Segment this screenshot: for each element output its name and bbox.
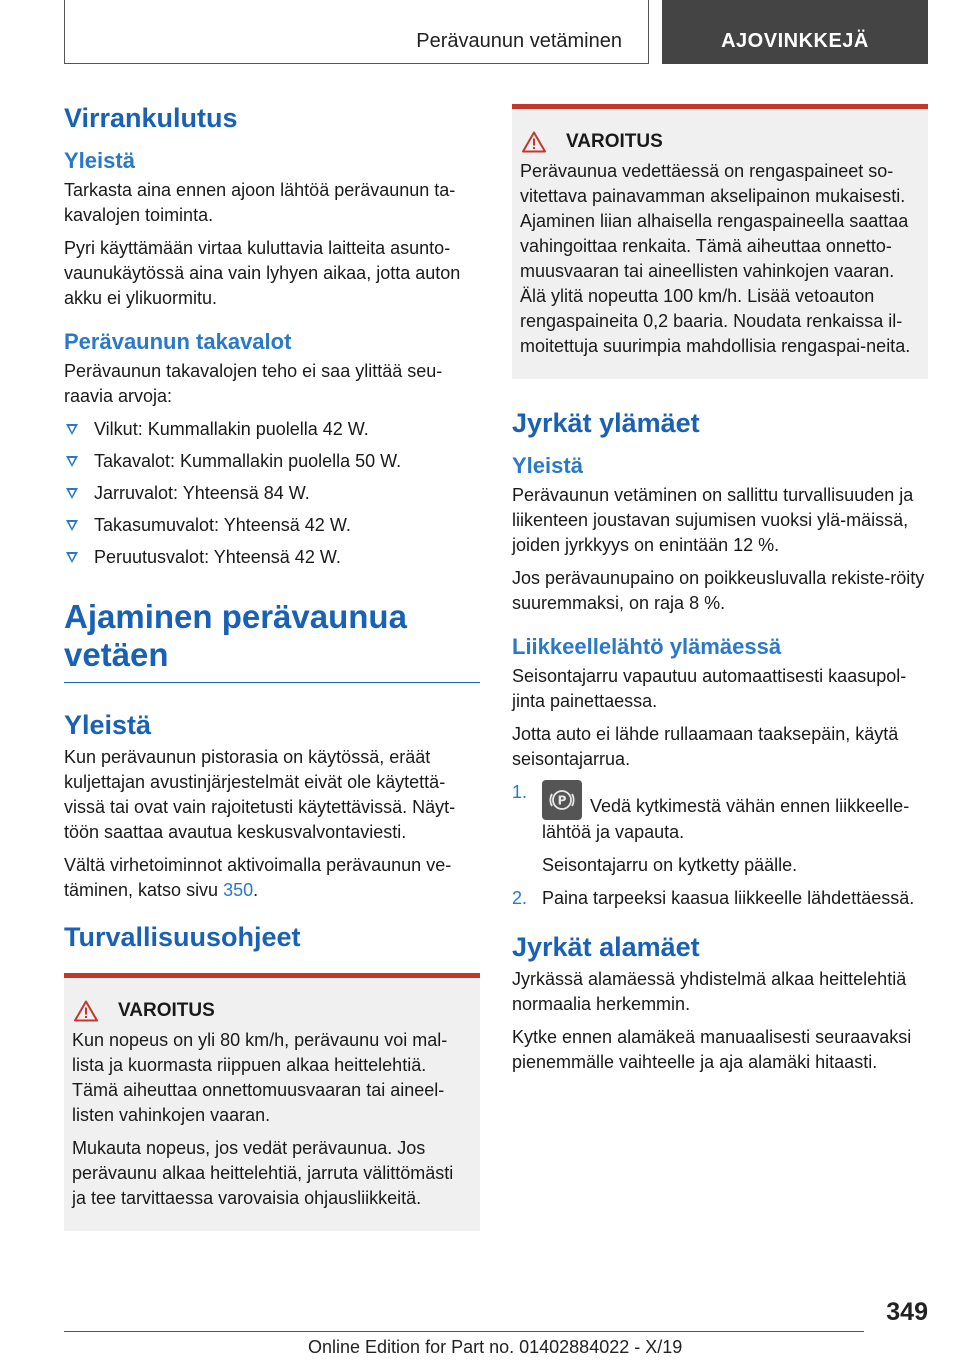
heading-turvallisuusohjeet: Turvallisuusohjeet [64,922,301,952]
list-item-text: Vilkut: Kummallakin puolella 42 W. [94,419,369,439]
footer-divider [64,1331,864,1332]
heading-takavalot: Perävaunun takavalot [64,329,292,354]
list-item [64,449,480,474]
list-item [64,513,480,538]
footer-edition: Online Edition for Part no. 01402884022 - X/19 [308,1337,683,1357]
paragraph: Perävaunun takavalojen teho ei saa ylittää seu-raavia arvoja: [64,361,443,406]
triangle-bullet-icon [66,520,78,531]
svg-text:P: P [557,793,567,808]
chapter-tab-label: AJOVINKKEJÄ [721,30,869,52]
heading-liikkeellelahto-ylamaessa: Liikkeellelähtö ylämäessä [512,634,782,659]
right-column [512,104,928,1083]
step-text: Paina tarpeeksi kaasua liikkeelle lähdettäessä. [542,888,915,908]
triangle-bullet-icon [66,456,78,467]
list-item [64,545,480,570]
step-number: 1. [512,782,528,802]
heading-jyrkat-alamaet: Jyrkät alamäet [512,932,700,962]
warning-title-text: VAROITUS [566,131,663,152]
heading-yleista-2: Yleistä [64,710,152,740]
paragraph-text: Vältä virhetoiminnot aktivoimalla perävaunun ve-täminen, katso sivu [64,855,452,900]
list-item-text: Jarruvalot: Yhteensä 84 W. [94,483,310,503]
list-item-text: Takavalot: Kummallakin puolella 50 W. [94,451,402,471]
chapter-tab [662,0,928,64]
warning-box [64,973,480,1231]
paragraph: Jotta auto ei lähde rullaamaan taaksepäin, käytä seisontajarrua. [512,724,899,769]
warning-text: Kun nopeus on yli 80 km/h, perävaunu voi mal-lista ja kuormasta riippuen alkaa heittelehtiä. Tämä aiheuttaa onnettomuusvaaran tai aineel-listen vahinkojen vaaran. [72,1030,448,1125]
paragraph: Kytke ennen alamäkeä manuaalisesti seuraavaksi pienemmälle vaihteelle ja aja alamäki hitaasti. [512,1027,912,1072]
triangle-bullet-icon [66,552,78,563]
page-reference-link[interactable]: 350 [223,880,254,900]
heading-ajaminen-peravaunua-vetaen: Ajaminen perävaunua vetäen [64,598,480,683]
paragraph: Jyrkässä alamäessä yhdistelmä alkaa heittelehtiä normaalia herkemmin. [512,969,907,1014]
paragraph: Jos perävaunupaino on poikkeusluvalla rekiste-röity suuremmaksi, on raja 8 %. [512,568,925,613]
heading-yleista: Yleistä [512,453,583,478]
warning-text: Perävaunua vedettäessä on rengaspaineet so-vitettava painavamman akselipainon mukaisesti. Ajaminen liian alhaisella rengaspaineella saattaa vahingoittaa renkaita. Tämä aiheuttaa onnetto-muusvaaran tai aineellisten vahinkojen vaaran. Älä ylitä nopeutta 100 km/h. Lisää vetoauton rengaspaineita 0,2 baaria. Noudata renkaissa il-moitettuja suurimpia mahdollisia rengaspai-neita. [520,161,911,356]
warning-title [522,131,920,153]
warning-text: Mukauta nopeus, jos vedät perävaunua. Jos perävaunu alkaa heittelehtiä, jarruta välittömästi ja tee tarvittaessa varovaisia ohjausliikkeitä. [72,1138,454,1208]
heading-jyrkat-ylamaet: Jyrkät ylämäet [512,408,700,438]
running-header-section: Perävaunun vetäminen [416,30,622,52]
step-item [512,780,928,878]
paragraph: Kun perävaunun pistorasia on käytössä, eräät kuljettajan avustinjärjestelmät eivät ole käytettä-vissä tai ovat vain rajoitetusti käytettävissä. Näyt-töön saattaa avautua keskusvalvontaviesti. [64,747,456,842]
list-item-text: Takasumuvalot: Yhteensä 42 W. [94,515,351,535]
heading-virrankulutus: Virrankulutus [64,103,238,133]
triangle-bullet-icon [66,424,78,435]
list-item [64,481,480,506]
heading-yleista-1: Yleistä [64,148,135,173]
warning-title-text: VAROITUS [118,1000,215,1021]
step-text: Vedä kytkimestä vähän ennen liikkeelle-lähtöä ja vapauta. [542,796,910,842]
step-result: Seisontajarru on kytketty päälle. [542,855,798,875]
triangle-bullet-icon [66,488,78,499]
list-item [64,417,480,442]
paragraph: Tarkasta aina ennen ajoon lähtöä perävaunun ta-kavalojen toiminta. [64,180,456,225]
paragraph-text: . [253,880,259,900]
paragraph: Seisontajarru vapautuu automaattisesti kaasupol-jinta painettaessa. [512,666,907,711]
step-item [512,886,928,911]
paragraph-with-link [64,853,480,903]
warning-triangle-icon [74,1000,98,1022]
warning-title [74,1000,472,1022]
step-number: 2. [512,888,528,908]
parking-brake-button-icon [542,780,582,820]
paragraph: Pyri käyttämään virtaa kuluttavia laitteita asunto-vaunukäytössä aina vain lyhyen aikaa, jotta auton akku ei ylikuormitu. [64,238,461,308]
warning-triangle-icon [522,131,546,153]
header-frame [64,0,649,64]
paragraph: Perävaunun vetäminen on sallittu turvallisuuden ja liikenteen joustavan sujumisen vuoksi ylä-mäissä, joiden jyrkkyys on enintään 12 %. [512,485,914,555]
bullet-list [64,417,480,570]
page-number: 349 [886,1298,928,1326]
warning-box [512,104,928,379]
list-item-text: Peruutusvalot: Yhteensä 42 W. [94,547,341,567]
numbered-steps [512,780,928,911]
left-column [64,100,480,1253]
